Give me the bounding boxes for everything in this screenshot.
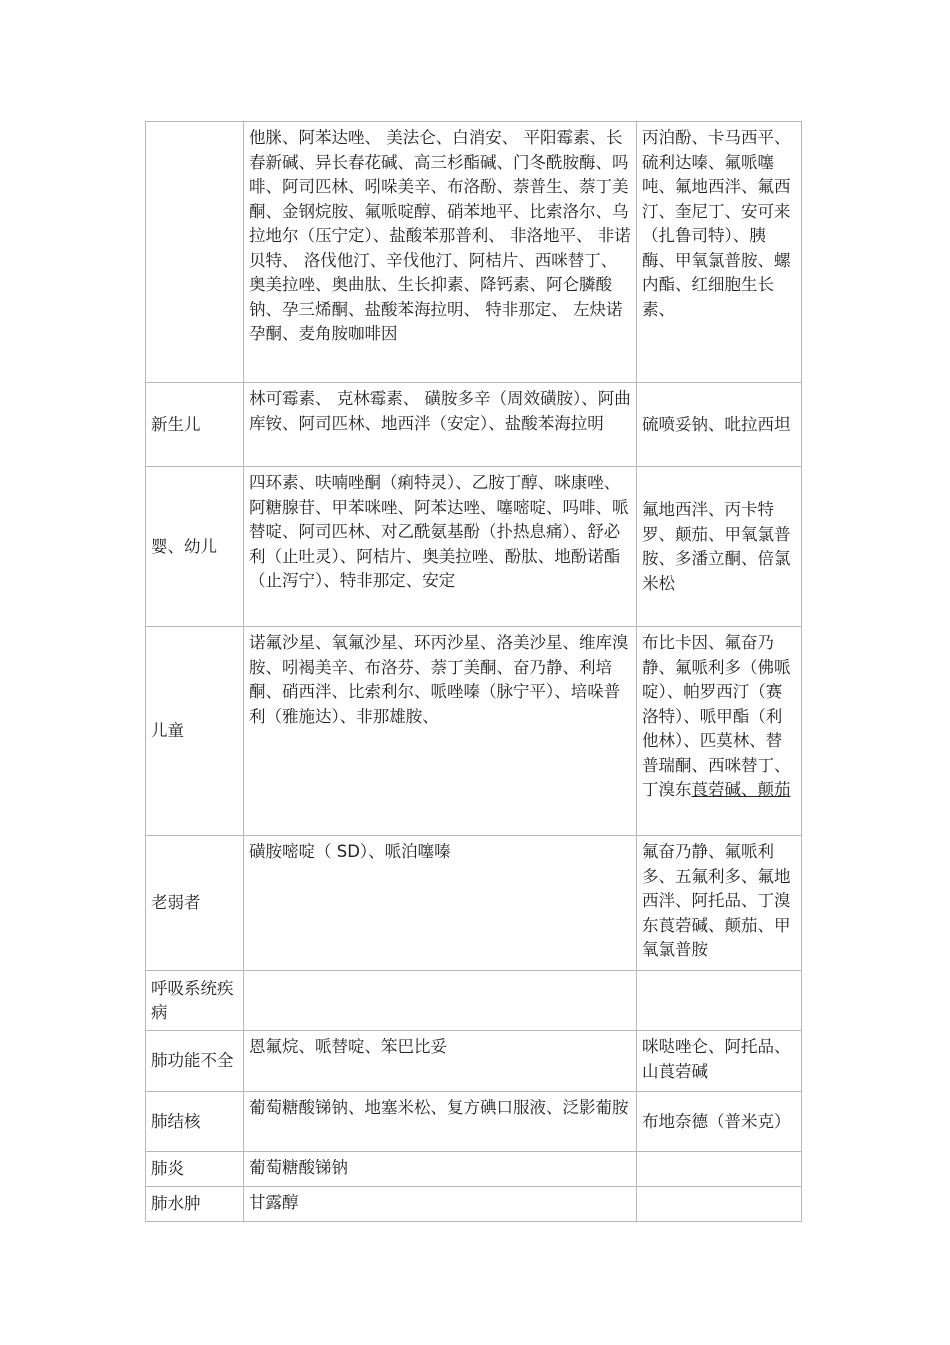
contraindicated-cell: 葡萄糖酸锑钠 — [244, 1152, 637, 1187]
table-row — [146, 1092, 802, 1152]
category-cell: 肺水肿 — [146, 1187, 244, 1222]
table-row — [146, 1187, 802, 1222]
category-cell: 新生儿 — [146, 383, 244, 467]
contraindicated-cell — [244, 971, 637, 1031]
caution-text: 布比卡因、氟奋乃静、氟哌利多（佛哌啶）、帕罗西汀（赛洛特）、哌甲酯（利他林）、匹莫林、替普瑞酮、西咪替丁、丁溴东 — [642, 633, 791, 799]
category-cell: 肺炎 — [146, 1152, 244, 1187]
table-row — [146, 836, 802, 971]
category-cell: 老弱者 — [146, 836, 244, 971]
contraindicated-cell: 四环素、呋喃唑酮（痢特灵）、乙胺丁醇、咪康唑、阿糖腺苷、甲苯咪唑、阿苯达唑、噻嘧啶、吗啡、哌替啶、阿司匹林、对乙酰氨基酚（扑热息痛）、舒必利（止吐灵）、阿桔片、奥美拉唑、酚肽、地酚诺酯（止泻宁）、特非那定、安定 — [244, 467, 637, 627]
caution-cell — [637, 1152, 802, 1187]
contraindicated-cell: 甘露醇 — [244, 1187, 637, 1222]
caution-cell: 丙泊酚、卡马西平、硫利达嗪、氟哌噻吨、氟地西泮、氟西汀、奎尼丁、安可来（扎鲁司特）、胰酶、甲氧氯普胺、螺内酯、红细胞生长素、 — [637, 122, 802, 383]
contraindicated-cell: 诺氟沙星、氧氟沙星、环丙沙星、洛美沙星、维库溴胺、吲褐美辛、布洛芬、萘丁美酮、奋乃静、利培酮、硝西泮、比索利尔、哌唑嗪（脉宁平）、培哚普利（雅施达）、非那雄胺、 — [244, 627, 637, 836]
contraindicated-cell: 葡萄糖酸锑钠、地塞米松、复方碘口服液、泛影葡胺 — [244, 1092, 637, 1152]
category-cell — [146, 122, 244, 383]
contraindicated-cell: 林可霉素、 克林霉素、 磺胺多辛（周效磺胺）、阿曲库铵、阿司匹林、地西泮（安定）、盐酸苯海拉明 — [244, 383, 637, 467]
caution-cell: 布地奈德（普米克） — [637, 1092, 802, 1152]
caution-cell: 硫喷妥钠、吡拉西坦 — [637, 383, 802, 467]
drug-contraindication-table — [145, 121, 802, 1222]
category-cell: 儿童 — [146, 627, 244, 836]
caution-cell: 氟奋乃静、氟哌利多、五氟利多、氟地西泮、阿托品、丁溴东莨菪碱、颠茄、甲氧氯普胺 — [637, 836, 802, 971]
table-row — [146, 467, 802, 627]
contraindicated-cell: 恩氟烷、哌替啶、笨巴比妥 — [244, 1031, 637, 1092]
table-row — [146, 627, 802, 836]
caution-cell — [637, 971, 802, 1031]
caution-cell: 咪哒唑仑、阿托品、山莨菪碱 — [637, 1031, 802, 1092]
category-cell: 呼吸系统疾病 — [146, 971, 244, 1031]
contraindicated-cell: 他脒、阿苯达唑、 美法仑、白消安、 平阳霉素、长春新碱、异长春花碱、高三杉酯碱、门冬酰胺酶、吗啡、阿司匹林、吲哚美辛、布洛酚、萘普生、萘丁美酮、金钢烷胺、氟哌啶醇、硝苯地平、比索洛尔、乌拉地尔（压宁定）、盐酸苯那普利、 非洛地平、 非诺贝特、 洛伐他汀、辛伐他汀、阿桔片、西咪替丁、奥美拉唑、奥曲肽、生长抑素、降钙素、阿仑膦酸钠、孕三烯酮、盐酸苯海拉明、 特非那定、 左炔诺孕酮、麦角胺咖啡因 — [244, 122, 637, 383]
table-row — [146, 383, 802, 467]
caution-underlined-text: 莨菪碱、颠茄 — [691, 780, 791, 799]
category-cell: 婴、幼儿 — [146, 467, 244, 627]
table-row — [146, 1152, 802, 1187]
table-row — [146, 1031, 802, 1092]
caution-cell — [637, 1187, 802, 1222]
table-row — [146, 971, 802, 1031]
category-cell: 肺结核 — [146, 1092, 244, 1152]
caution-cell: 氟地西泮、丙卡特罗、颠茄、甲氧氯普胺、多潘立酮、倍氯米松 — [637, 467, 802, 627]
category-cell: 肺功能不全 — [146, 1031, 244, 1092]
contraindicated-cell: 磺胺嘧啶（ SD）、哌泊噻嗪 — [244, 836, 637, 971]
caution-cell — [637, 627, 802, 836]
table-row — [146, 122, 802, 383]
